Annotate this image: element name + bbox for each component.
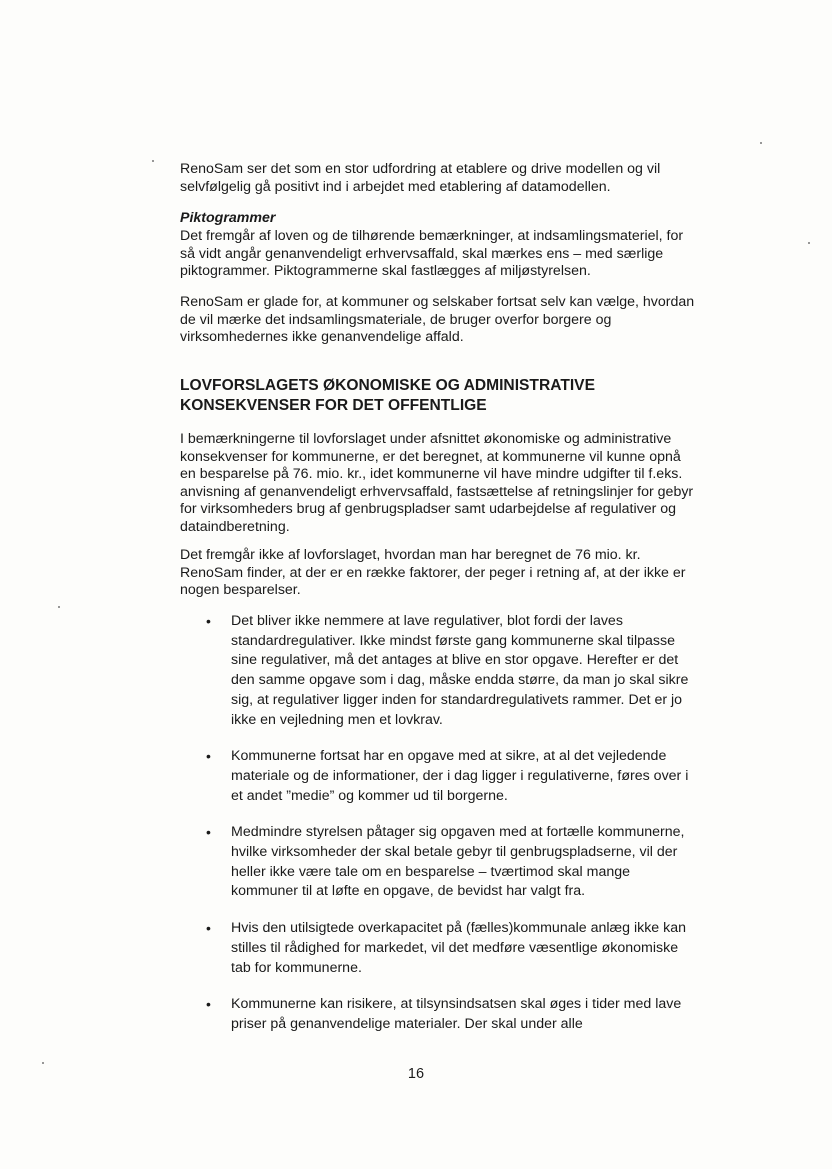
- bullet-icon: •: [206, 824, 211, 841]
- bullet-text: Kommunerne kan risikere, at tilsynsindsatsen skal øges i tider med lave priser på genanvendelige materialer. Der skal under alle: [231, 996, 682, 1032]
- bullet-text: Hvis den utilsigtede overkapacitet på (fælles)kommunale anlæg ikke kan stilles til rådighed for markedet, vil det medføre væsentlige økonomiske tab for kommunerne.: [231, 920, 687, 976]
- scan-speck: [58, 606, 60, 608]
- bullet-icon: •: [206, 613, 211, 629]
- bullet-icon: •: [206, 920, 211, 937]
- list-item: [206, 919, 698, 978]
- subheading-piktogrammer: Piktogrammer: [180, 210, 276, 226]
- list-item: [206, 995, 698, 1034]
- section-paragraph-1: I bemærkningerne til lovforslaget under afsnittet økonomiske og administrative konsekvenser for kommunerne, er det beregnet, at kommunerne vil kunne opnå en besparelse på 76. mio. kr., idet kommunerne vil have mindre udgifter til f.eks. anvisning af genanvendeligt erhvervsaffald, fastsættelse af retningslinjer for gebyr for virksomheders brug af genbrugspladser samt udarbejdelse af regulativer og dataindberetning.: [180, 431, 694, 535]
- intro-paragraph: RenoSam ser det som en stor udfordring at etablere og drive modellen og vil selvfølgelig gå positivt ind i arbejdet med etablering af datamodellen.: [180, 161, 661, 195]
- section-heading: LOVFORSLAGETS ØKONOMISKE OG ADMINISTRATIVE KONSEKVENSER FOR DET OFFENTLIGE: [180, 377, 595, 414]
- scan-speck: [152, 160, 154, 162]
- scan-speck: [808, 242, 810, 244]
- page-number: 16: [407, 1066, 425, 1082]
- piktogram-paragraph: Det fremgår af loven og de tilhørende bemærkninger, at indsamlingsmateriel, for så vidt angår genanvendeligt erhvervsaffald, skal mærkes ens – med særlige piktogrammer. Piktogrammerne skal fastlægges af miljøstyrelsen.: [180, 228, 684, 280]
- scan-speck: [760, 142, 762, 144]
- list-item: [206, 823, 698, 902]
- list-item: [206, 612, 698, 730]
- bullet-text: Det bliver ikke nemmere at lave regulativer, blot fordi der laves standardregulativer. Ikke mindst første gang kommunerne skal tilpasse sine regulativer, må det antages at blive en stor opgave. Herefter er det den samme opgave som i dag, måske endda større, da man jo skal sikre sig, at regulativer ligger inden for standardregulativets rammer. Det er jo ikke en vejledning men et lovkrav.: [231, 613, 689, 728]
- scan-speck: [42, 1062, 44, 1064]
- bullet-list: [206, 612, 698, 1052]
- section-paragraph-2: Det fremgår ikke af lovforslaget, hvordan man har beregnet de 76 mio. kr. RenoSam finder, at der er en række faktorer, der peger i retning af, at der ikke er nogen besparelser.: [180, 547, 686, 599]
- renosam-paragraph: RenoSam er glade for, at kommuner og selskaber fortsat selv kan vælge, hvordan de vil mærke det indsamlingsmateriale, de bruger overfor borgere og virksomhedernes ikke genanvendelige affald.: [180, 294, 695, 346]
- bullet-text: Medmindre styrelsen påtager sig opgaven med at fortælle kommunerne, hvilke virksomheder der skal betale gebyr til genbrugspladserne, vil der heller ikke være tale om en besparelse – tværtimod skal mange kommuner til at løfte en opgave, de bevidst har valgt fra.: [231, 824, 685, 900]
- bullet-text: Kommunerne fortsat har en opgave med at sikre, at al det vejledende materiale og de informationer, der i dag ligger i regulativerne, føres over i et andet ”medie” og kommer ud til borgerne.: [231, 748, 689, 804]
- bullet-icon: •: [206, 996, 211, 1013]
- bullet-icon: •: [206, 748, 211, 765]
- list-item: [206, 747, 698, 806]
